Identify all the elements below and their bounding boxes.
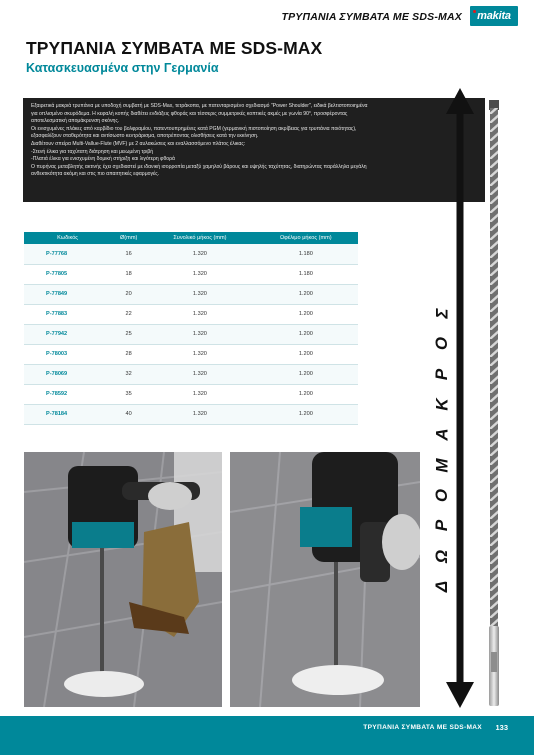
cell-working-length: 1.200 xyxy=(254,324,358,344)
col-header-total-length: Συνολικό μήκος (mm) xyxy=(146,232,253,244)
footer-band xyxy=(0,716,534,755)
cell-diameter: 32 xyxy=(111,364,146,384)
cell-code: P-78184 xyxy=(24,404,111,424)
cell-working-length: 1.180 xyxy=(254,264,358,284)
description-line: -Πλατιά έλικα για ενισχυμένη δομική στήριξη και λιγότερη φθορά xyxy=(31,156,175,163)
vertical-label-letter: Δ xyxy=(432,580,452,593)
usage-photo-left xyxy=(24,452,222,707)
table-row xyxy=(24,404,358,424)
description-line: Εξαιρετικά μακριά τρυπάνια με υποδοχή συμβατή με SDS-Max, τετράκοπα, με πατενταρισμένο σχεδιασμό "Power Shoulder", ειδικά βελτιστοποιημένα xyxy=(31,103,368,109)
table-row xyxy=(24,384,358,404)
vertical-label-letter: Ο xyxy=(432,488,452,503)
description-line: Διαθέτουν σπείρα Multi-Vallue-Flute (MVF) με 2 αυλακώσεις και εναλλασσόμενο πλάτος έλικας: xyxy=(31,140,246,147)
cell-diameter: 40 xyxy=(111,404,146,424)
cell-working-length: 1.180 xyxy=(254,244,358,264)
cell-diameter: 25 xyxy=(111,324,146,344)
description-line: Οι ενισχυμένες πλάκες από καρβίδιο του βολφραμίου, πατεντουπρημένες κατά PGM (γερμανική πιστοποίηση ακρίβειας για τρυπάνια ποιότητας), xyxy=(31,125,357,132)
footer-section-title: ΤΡΥΠΑΝΙΑ ΣΥΜΒΑΤΑ ΜΕ SDS-MAX xyxy=(363,724,482,731)
table-row xyxy=(24,304,358,324)
cell-total-length: 1.320 xyxy=(146,324,253,344)
col-header-code: Κωδικός xyxy=(24,232,111,244)
description-line: εξασφαλίζουν σταθερότητα και αντίσωστο κεντράρισμα, αποτρέποντας ολισθήσεις κατά την εκκίνηση. xyxy=(31,133,259,140)
usage-photo-right xyxy=(230,452,420,707)
description-box xyxy=(23,98,485,202)
cell-total-length: 1.320 xyxy=(146,404,253,424)
cell-diameter: 22 xyxy=(111,304,146,324)
vertical-label-letter: Ο xyxy=(432,337,452,351)
top-band xyxy=(0,0,534,30)
cell-total-length: 1.320 xyxy=(146,244,253,264)
cell-diameter: 18 xyxy=(111,264,146,284)
cell-code: P-77805 xyxy=(24,264,111,284)
vertical-label-letter: Α xyxy=(432,428,452,441)
vertical-label xyxy=(424,305,460,595)
vertical-label-letter: Σ xyxy=(432,308,452,319)
cell-diameter: 20 xyxy=(111,284,146,304)
cell-working-length: 1.200 xyxy=(254,304,358,324)
cell-total-length: 1.320 xyxy=(146,344,253,364)
cell-code: P-77768 xyxy=(24,244,111,264)
vertical-label-letter: Κ xyxy=(432,398,452,411)
cell-code: P-77849 xyxy=(24,284,111,304)
table-header-row xyxy=(24,232,358,244)
table-row xyxy=(24,244,358,264)
cell-code: P-78003 xyxy=(24,344,111,364)
running-title: ΤΡΥΠΑΝΙΑ ΣΥΜΒΑΤΑ ΜΕ SDS-MAX xyxy=(281,11,462,23)
cell-working-length: 1.200 xyxy=(254,284,358,304)
cell-working-length: 1.200 xyxy=(254,404,358,424)
cell-diameter: 28 xyxy=(111,344,146,364)
cell-total-length: 1.320 xyxy=(146,384,253,404)
col-header-working-length: Ωφέλιμο μήκος (mm) xyxy=(254,232,358,244)
col-header-diameter: Ø(mm) xyxy=(111,232,146,244)
cell-working-length: 1.200 xyxy=(254,384,358,404)
page-number: 133 xyxy=(495,723,508,732)
cell-code: P-77883 xyxy=(24,304,111,324)
drill-bit-image xyxy=(480,96,510,710)
description-line: Ο πυρήνας μεταβλητής ακτινής έχει σχεδιαστεί με ιδανική ισορροπία μεταξύ χαμηλού βάρους και υψηλής ταχύτητας, διατηρώντας παράλληλα μεγάλη xyxy=(31,163,367,170)
vertical-label-letter: Μ xyxy=(432,458,452,473)
cell-code: P-78592 xyxy=(24,384,111,404)
cell-code: P-77942 xyxy=(24,324,111,344)
cell-diameter: 35 xyxy=(111,384,146,404)
table-row xyxy=(24,284,358,304)
cell-total-length: 1.320 xyxy=(146,284,253,304)
brand-text: makita xyxy=(477,10,511,22)
makita-logo xyxy=(470,6,518,26)
cell-working-length: 1.200 xyxy=(254,364,358,384)
cell-total-length: 1.320 xyxy=(146,364,253,384)
description-line: ανθεκτικότητα ακόμη και στις πιο απαιτητικές εφαρμογές. xyxy=(31,171,160,178)
vertical-label-letter: Ρ xyxy=(432,368,452,380)
logo-dot-icon xyxy=(473,10,476,13)
table-row xyxy=(24,264,358,284)
table-row xyxy=(24,324,358,344)
table-row xyxy=(24,344,358,364)
description-line: αποτελεσματική απομάκρυνση σκόνης. xyxy=(31,118,120,125)
cell-total-length: 1.320 xyxy=(146,304,253,324)
table-row xyxy=(24,364,358,384)
page-title: ΤΡΥΠΑΝΙΑ ΣΥΜΒΑΤΑ ΜΕ SDS-MAX xyxy=(26,38,323,58)
cell-diameter: 16 xyxy=(111,244,146,264)
page-subtitle: Κατασκευασμένα στην Γερμανία xyxy=(26,61,219,75)
cell-working-length: 1.200 xyxy=(254,344,358,364)
description-line: -Στενή έλικα για ταχύτατη διάτρηση και μειωμένη τριβή xyxy=(31,148,154,155)
cell-total-length: 1.320 xyxy=(146,264,253,284)
vertical-label-letter: Ω xyxy=(432,549,452,563)
description-line: για οπλισμένο σκυρόδεμα. Η κεφαλή κοπής διαθέτει ενδιάξεις φθοράς και τέσσερις συμμετρικές κοπτικές ακμές με γωνία 90°, προσφέροντας xyxy=(31,110,348,117)
vertical-label-letter: Ρ xyxy=(432,520,452,532)
cell-code: P-78069 xyxy=(24,364,111,384)
spec-table xyxy=(24,232,358,425)
